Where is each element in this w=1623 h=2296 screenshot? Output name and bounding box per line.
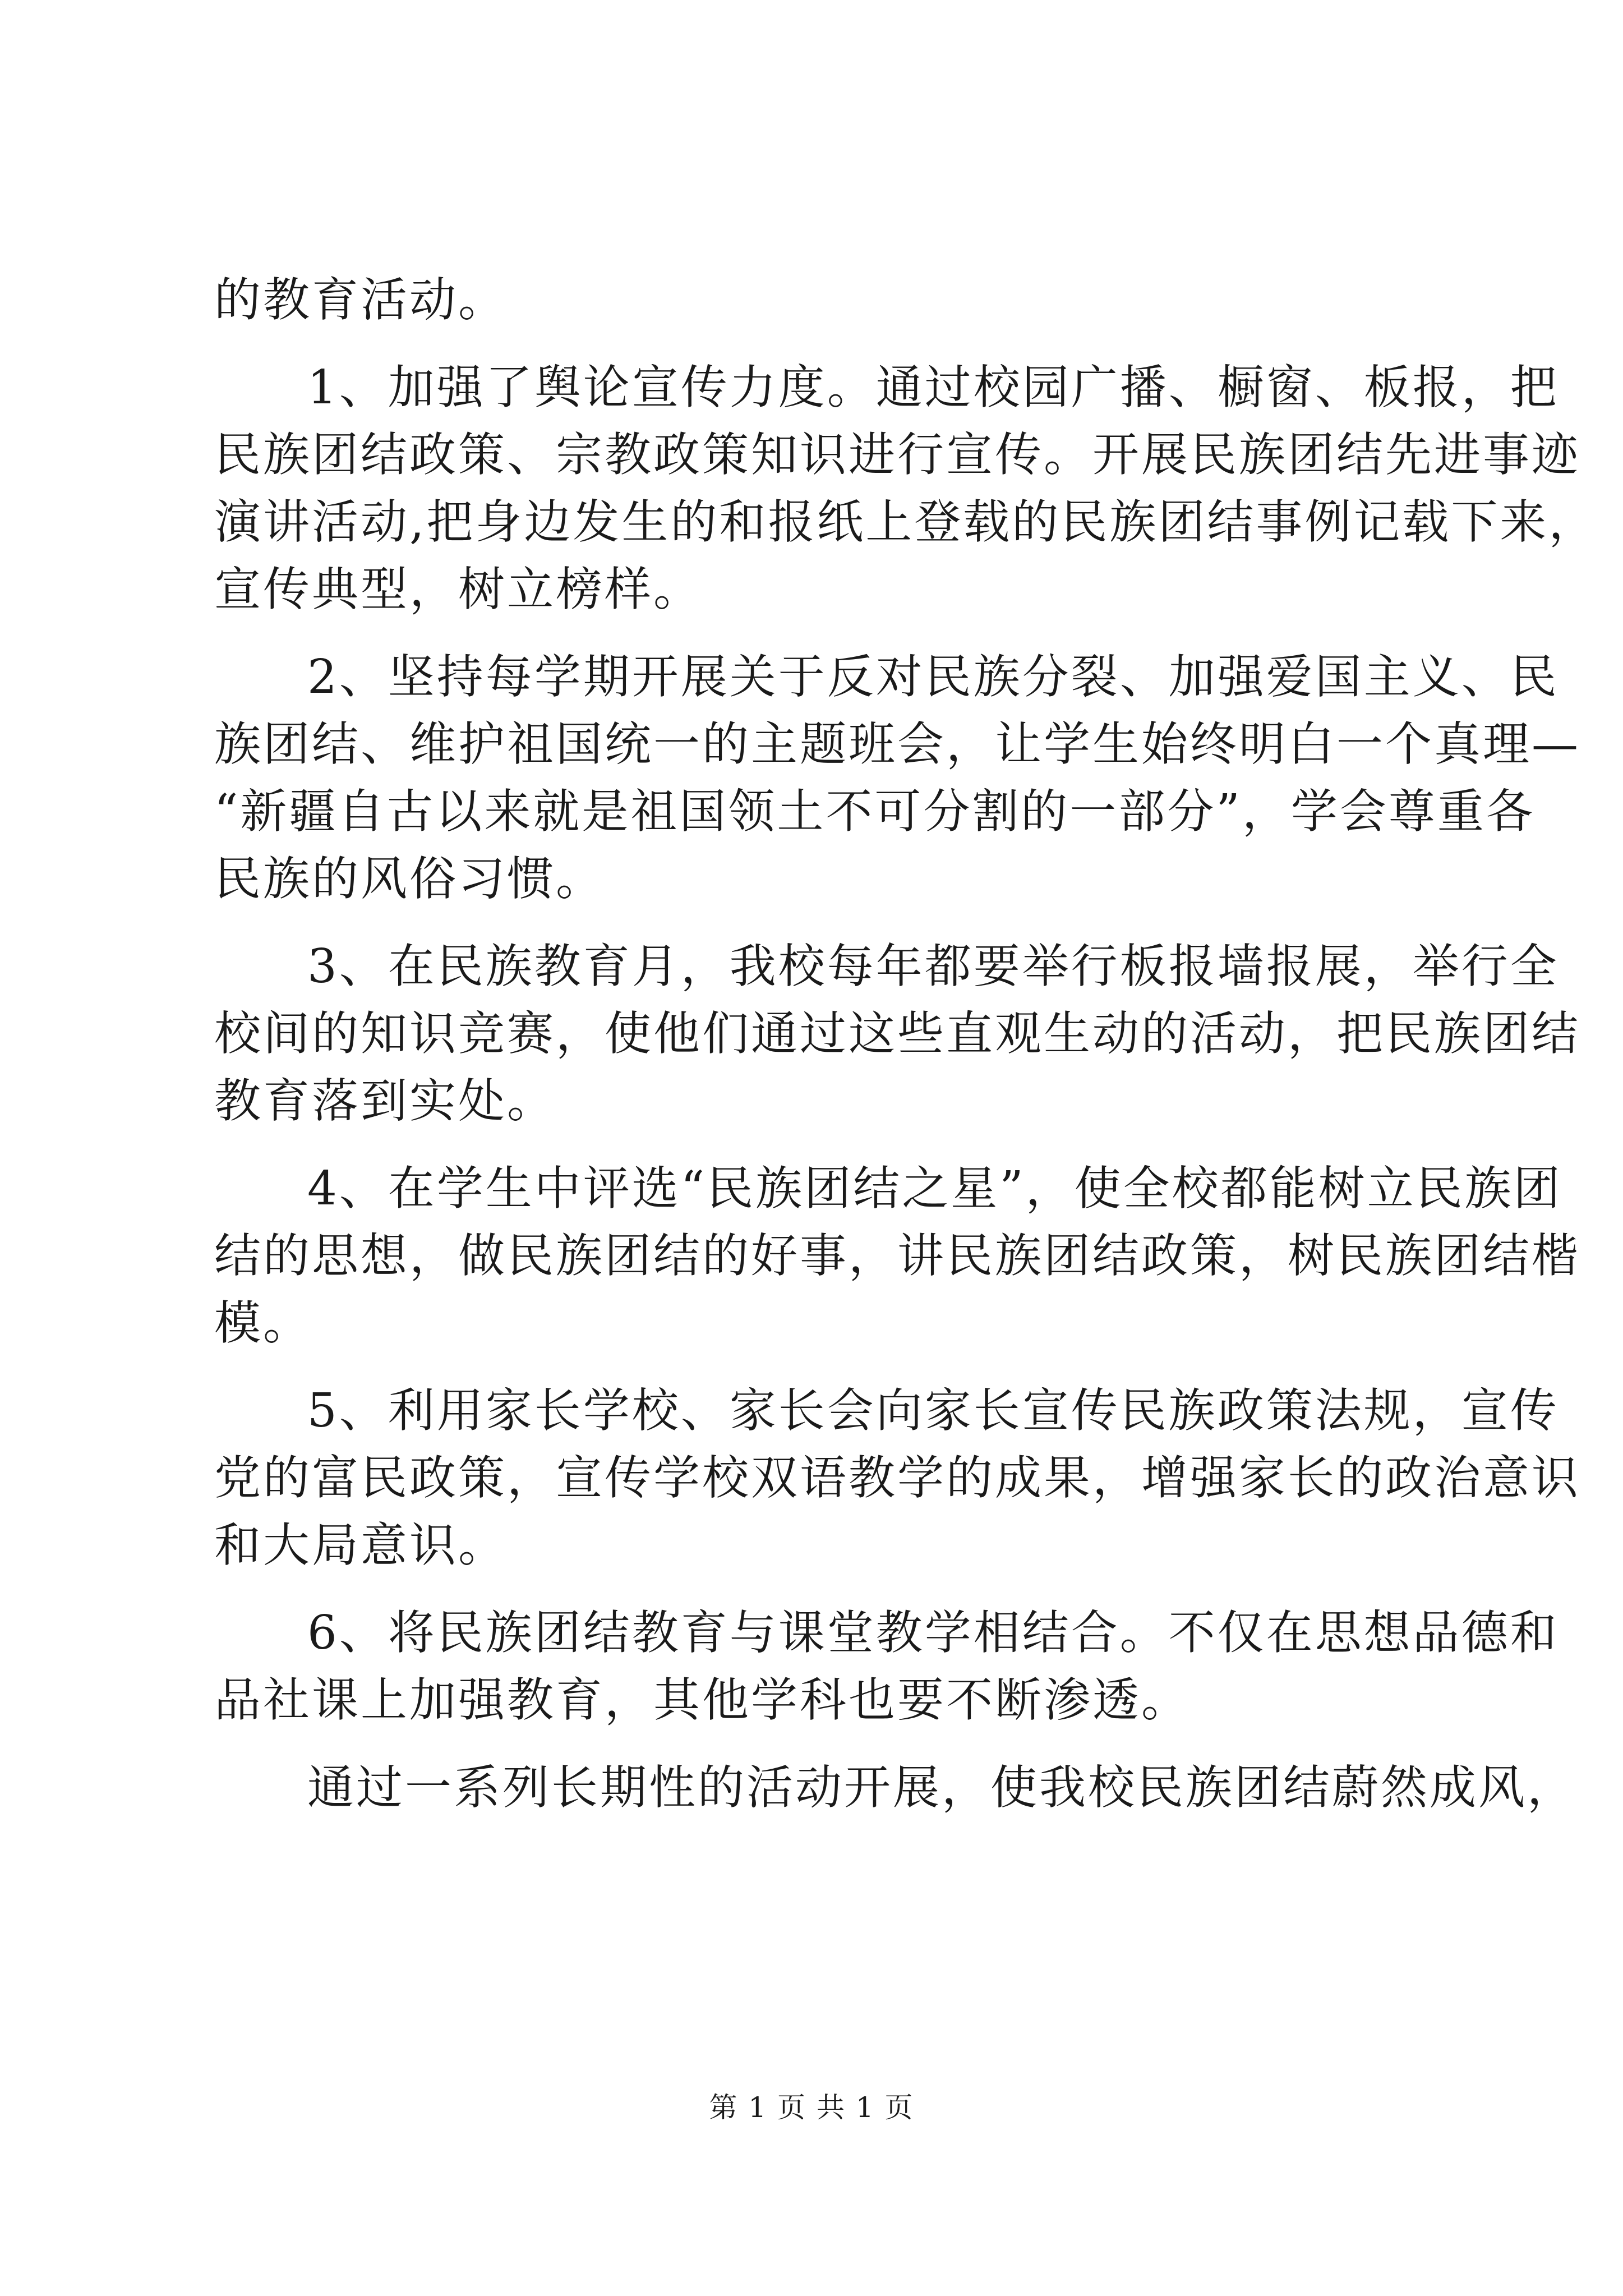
text-line: 校间的知识竞赛，使他们通过这些直观生动的活动，把民族团结 <box>214 1006 1580 1061</box>
paragraph <box>214 643 1580 913</box>
text-line: 2、坚持每学期开展关于反对民族分裂、加强爱国主义、民 <box>307 650 1559 704</box>
text-line: “新疆自古以来就是祖国领土不可分割的一部分”，学会尊重各 <box>214 784 1535 839</box>
text-line: 族团结、维护祖国统一的主题班会，让学生始终明白一个真理— <box>214 717 1580 771</box>
text-line: 民族的风俗习惯。 <box>214 852 605 906</box>
text-line: 6、将民族团结教育与课堂教学相结合。不仅在思想品德和 <box>307 1605 1559 1660</box>
text-line: 4、在学生中评选“民族团结之星”，使全校都能树立民族团 <box>307 1161 1562 1216</box>
text-line: 3、在民族教育月，我校每年都要举行板报墙报展，举行全 <box>307 939 1559 993</box>
paragraph <box>214 933 1580 1135</box>
text-line: 演讲活动,把身边发生的和报纸上登载的民族团结事例记载下来， <box>214 495 1598 549</box>
text-line: 民族团结政策、宗教政策知识进行宣传。开展民族团结先进事迹 <box>214 427 1580 482</box>
text-line: 和大局意识。 <box>214 1518 507 1572</box>
text-line: 通过一系列长期性的活动开展，使我校民族团结蔚然成风， <box>307 1760 1576 1815</box>
text-line: 模。 <box>214 1296 312 1350</box>
paragraph <box>214 1754 1576 1821</box>
text-line: 结的思想，做民族团结的好事，讲民族团结政策，树民族团结楷 <box>214 1228 1580 1283</box>
paragraph <box>214 1155 1580 1357</box>
text-line: 的教育活动。 <box>214 273 507 327</box>
paragraph <box>214 266 1414 334</box>
text-line: 1、加强了舆论宣传力度。通过校园广播、橱窗、板报，把 <box>307 360 1559 415</box>
page-footer: 第 1 页 共 1 页 <box>709 2091 914 2124</box>
text-line: 教育落到实处。 <box>214 1074 556 1128</box>
text-line: 品社课上加强教育，其他学科也要不断渗透。 <box>214 1673 1190 1727</box>
document-body <box>214 266 1598 1821</box>
paragraph <box>214 354 1598 623</box>
paragraph <box>214 1377 1580 1579</box>
text-line: 宣传典型，树立榜样。 <box>214 562 702 616</box>
paragraph <box>214 1599 1559 1734</box>
text-line: 5、利用家长学校、家长会向家长宣传民族政策法规，宣传 <box>307 1383 1559 1438</box>
text-line: 党的富民政策，宣传学校双语教学的成果，增强家长的政治意识 <box>214 1451 1580 1505</box>
